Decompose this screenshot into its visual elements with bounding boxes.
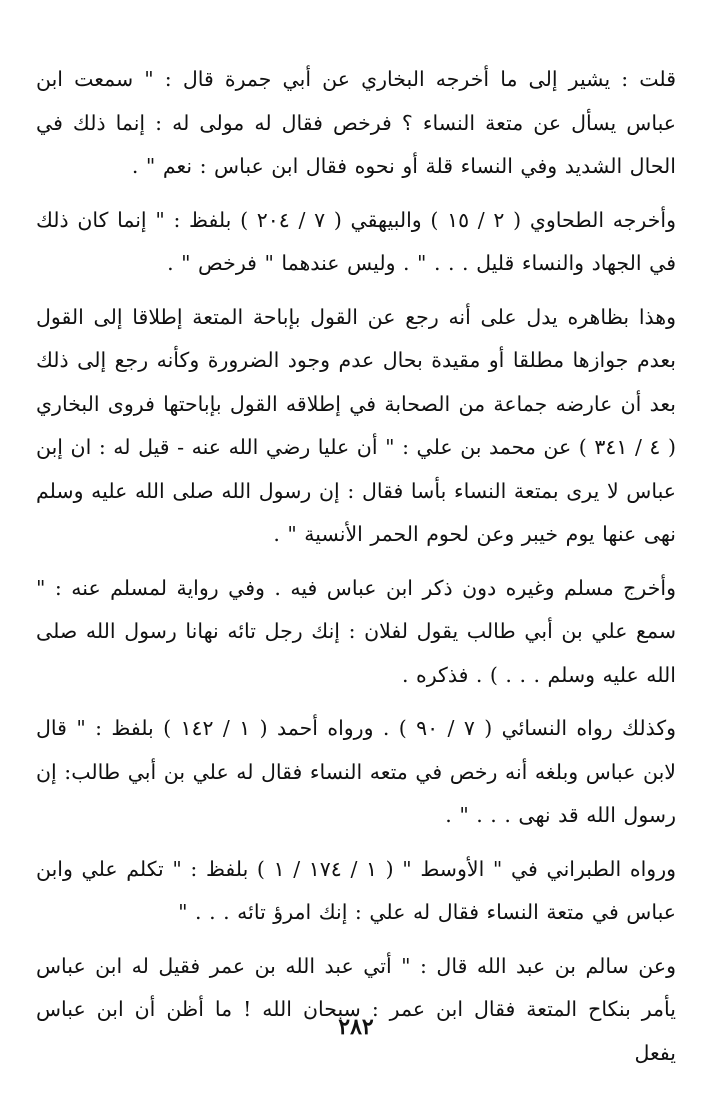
page-number: ٢٨٢ bbox=[338, 1014, 374, 1040]
paragraph-1: قلت : يشير إلى ما أخرجه البخاري عن أبي جمرة قال : " سمعت ابن عباس يسأل عن متعة النساء ؟ فرخص فقال له مولى له : إنما ذلك في الحال الشديد وفي النساء قلة أو نحوه فقال ابن عباس : نعم " . bbox=[36, 67, 676, 178]
paragraph-2: وأخرجه الطحاوي ( ٢ / ١٥ ) والبيهقي ( ٧ / ٢٠٤ ) بلفظ : " إنما كان ذلك في الجهاد والنساء قليل . . . " . وليس عندهما " فرخص " . bbox=[36, 207, 676, 275]
paragraph-5: وكذلك رواه النسائي ( ٧ / ٩٠ ) . ورواه أحمد ( ١ / ١٤٢ ) بلفظ : " قال لابن عباس وبلغه أنه رخص في متعه النساء فقال له علي بن أبي طالب: إن رسول الله قد نهى . . . " . bbox=[36, 716, 676, 827]
paragraph-6: ورواه الطبراني في " الأوسط " ( ١ / ١٧٤ / ١ ) بلفظ : " تكلم علي وابن عباس في متعة النساء فقال له علي : إنك امرؤ تائه . . . " bbox=[36, 856, 676, 924]
page-body bbox=[36, 58, 676, 1075]
paragraph-4: وأخرج مسلم وغيره دون ذكر ابن عباس فيه . وفي رواية لمسلم عنه : " سمع علي بن أبي طالب يقول لفلان : إنك رجل تائه نهانا رسول الله صلى الله عليه وسلم . . . ) . فذكره . bbox=[36, 575, 676, 687]
paragraph-3: وهذا بظاهره يدل على أنه رجع عن القول بإباحة المتعة إطلاقا إلى القول بعدم جوازها مطلقا أو مقيدة بحال عدم وجود الضرورة وكأنه رجع إلى ذلك بعد أن عارضه جماعة من الصحابة في إطلاقه القول بإباحتها فروى البخاري ( ٤ / ٣٤١ ) عن محمد بن علي : " أن عليا رضي الله عنه - قيل له : ان إبن عباس لا يرى بمتعة النساء بأسا فقال : إن رسول الله صلى الله عليه وسلم نهى عنها يوم خيبر وعن لحوم الحمر الأنسية " . bbox=[36, 304, 676, 546]
paragraph-7: وعن سالم بن عبد الله قال : " أتي عبد الله بن عمر فقيل له ابن عباس يأمر بنكاح المتعة فقال ابن عمر : سبحان الله ! ما أظن أن ابن عباس يفعل bbox=[36, 953, 676, 1065]
